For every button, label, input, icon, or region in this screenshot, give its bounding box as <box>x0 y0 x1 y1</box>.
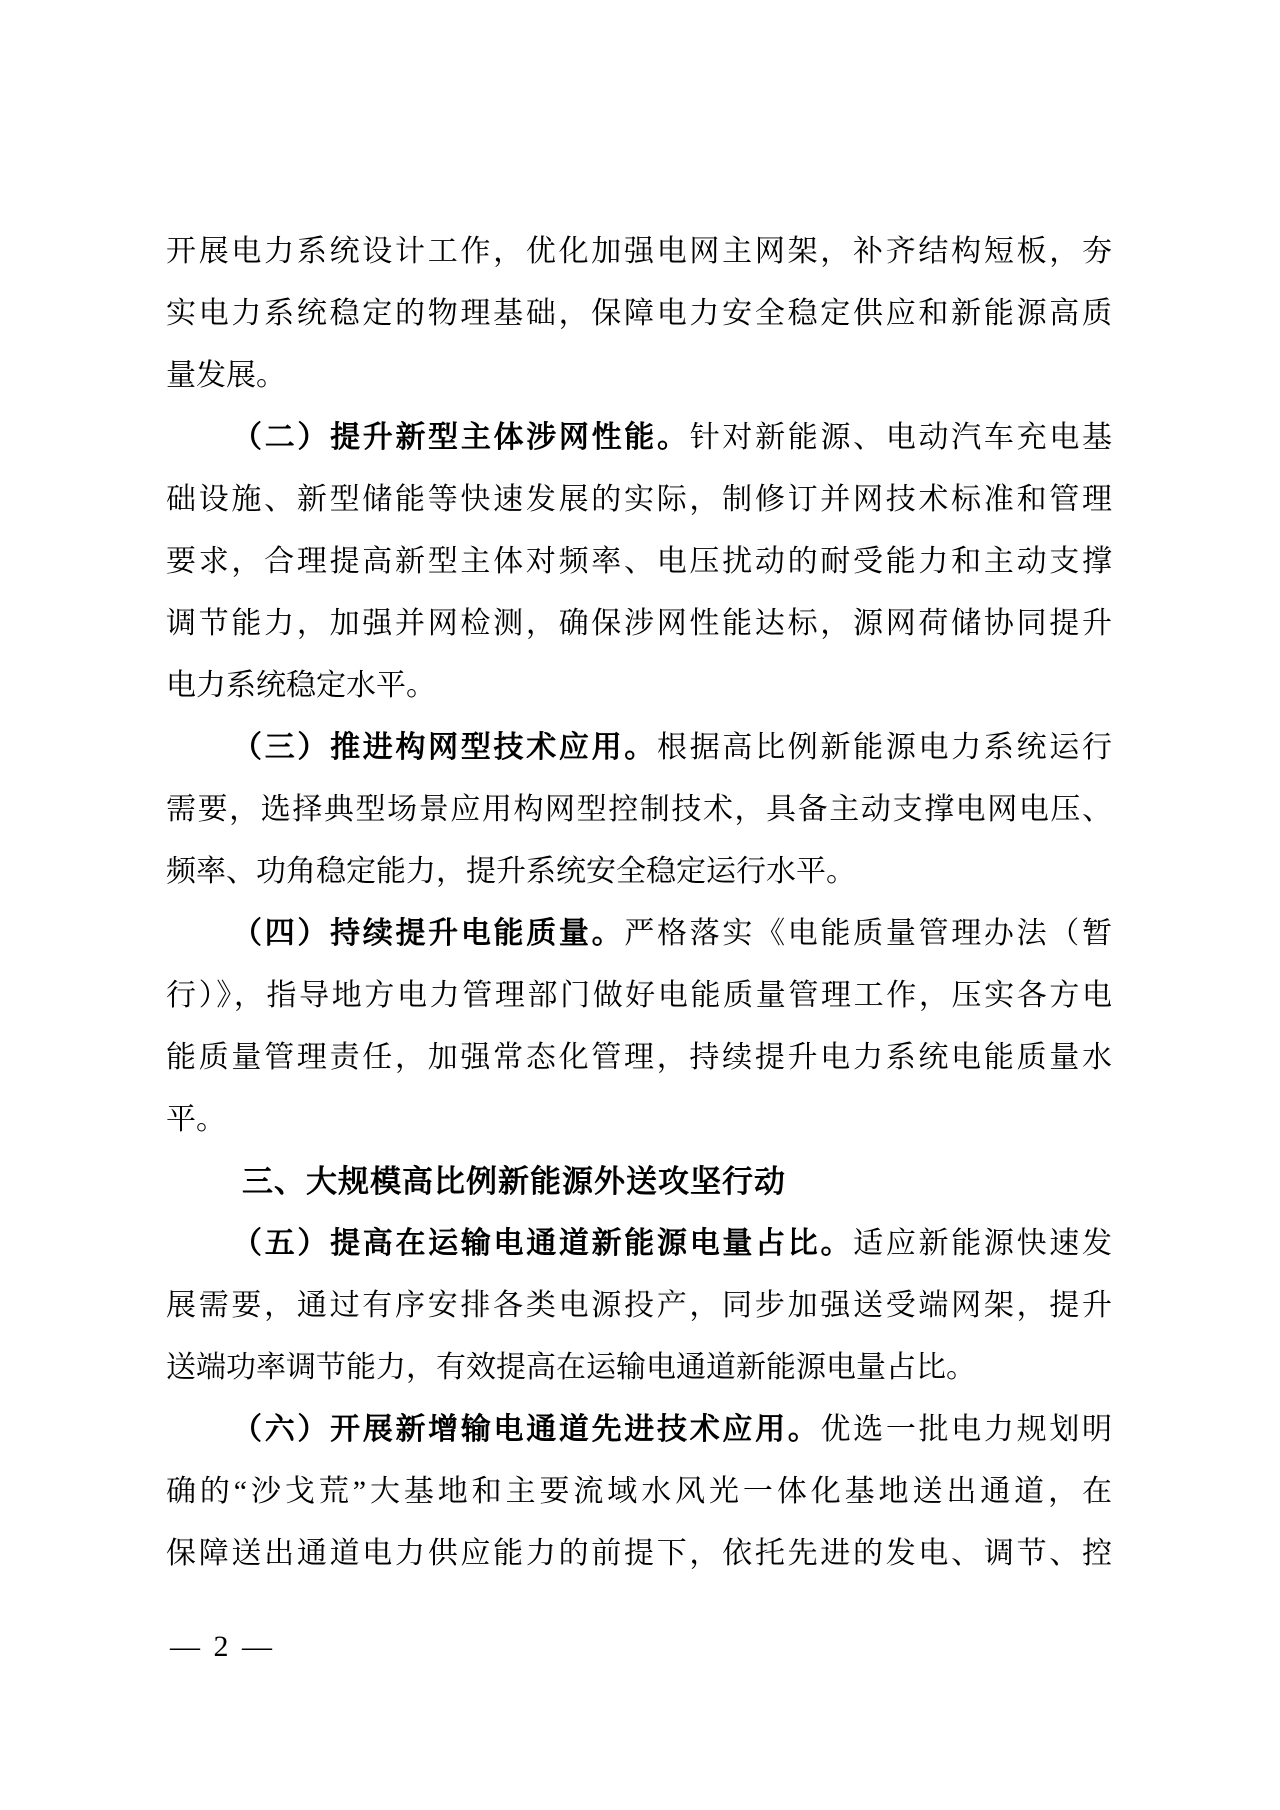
text-line <box>166 283 1112 345</box>
text-line <box>166 531 1112 593</box>
text-line <box>166 841 1112 903</box>
text-line <box>166 779 1112 841</box>
text-line-paragraph-start <box>166 903 1112 965</box>
section-3-heading <box>166 1151 1112 1213</box>
body-text: 针对新能源、电动汽车充电基 <box>689 421 1113 454</box>
document-text-block <box>166 221 1112 1585</box>
text-line <box>166 655 1112 717</box>
page-number: — 2 — <box>170 1630 275 1663</box>
clause-4-lead: （四）持续提升电能质量。 <box>232 917 625 950</box>
text-line <box>166 1461 1112 1523</box>
text-line <box>166 1337 1112 1399</box>
clause-2-lead: （二）提升新型主体涉网性能。 <box>232 421 690 454</box>
body-text: 需要，选择典型场景应用构网型控制技术，具备主动支撑电网电压、 <box>166 793 1112 826</box>
clause-3-lead: （三）推进构网型技术应用。 <box>232 731 657 764</box>
body-text: 电力系统稳定水平。 <box>166 669 436 702</box>
text-line <box>166 469 1112 531</box>
body-text: 调节能力，加强并网检测，确保涉网性能达标，源网荷储协同提升 <box>166 607 1112 640</box>
body-text: 适应新能源快速发 <box>853 1227 1113 1260</box>
section-heading-text: 三、大规模高比例新能源外送攻坚行动 <box>242 1164 786 1199</box>
body-text: 展需要，通过有序安排各类电源投产，同步加强送受端网架，提升 <box>166 1289 1112 1322</box>
text-line <box>166 1523 1112 1585</box>
body-text: 量发展。 <box>166 359 286 392</box>
body-text: 能质量管理责任，加强常态化管理，持续提升电力系统电能质量水 <box>166 1041 1112 1074</box>
body-text: 要求，合理提高新型主体对频率、电压扰动的耐受能力和主动支撑 <box>166 545 1112 578</box>
body-text: 优选一批电力规划明 <box>820 1413 1113 1446</box>
body-text: 严格落实《电能质量管理办法（暂 <box>624 917 1113 950</box>
text-line-paragraph-start <box>166 717 1112 779</box>
text-line <box>166 345 1112 407</box>
body-text: 行）》，指导地方电力管理部门做好电能质量管理工作，压实各方电 <box>166 979 1112 1012</box>
body-text: 实电力系统稳定的物理基础，保障电力安全稳定供应和新能源高质 <box>166 297 1112 330</box>
text-line <box>166 1275 1112 1337</box>
body-text: 开展电力系统设计工作，优化加强电网主网架，补齐结构短板，夯 <box>166 235 1112 268</box>
text-line <box>166 1089 1112 1151</box>
body-text: 平。 <box>166 1103 226 1136</box>
body-text: 保障送出通道电力供应能力的前提下，依托先进的发电、调节、控 <box>166 1537 1112 1570</box>
text-line <box>166 965 1112 1027</box>
clause-6-lead: （六）开展新增输电通道先进技术应用。 <box>232 1413 821 1446</box>
text-line-paragraph-start <box>166 1399 1112 1461</box>
text-line <box>166 593 1112 655</box>
text-line-paragraph-start <box>166 1213 1112 1275</box>
text-line-paragraph-start <box>166 407 1112 469</box>
body-text: 确的“沙戈荒”大基地和主要流域水风光一体化基地送出通道，在 <box>166 1475 1112 1508</box>
clause-5-lead: （五）提高在运输电通道新能源电量占比。 <box>232 1227 854 1260</box>
text-line <box>166 221 1112 283</box>
body-text: 送端功率调节能力，有效提高在运输电通道新能源电量占比。 <box>166 1351 976 1384</box>
body-text: 根据高比例新能源电力系统运行 <box>657 731 1112 764</box>
body-text: 频率、功角稳定能力，提升系统安全稳定运行水平。 <box>166 855 856 888</box>
body-text: 础设施、新型储能等快速发展的实际，制修订并网技术标准和管理 <box>166 483 1112 516</box>
text-line <box>166 1027 1112 1089</box>
